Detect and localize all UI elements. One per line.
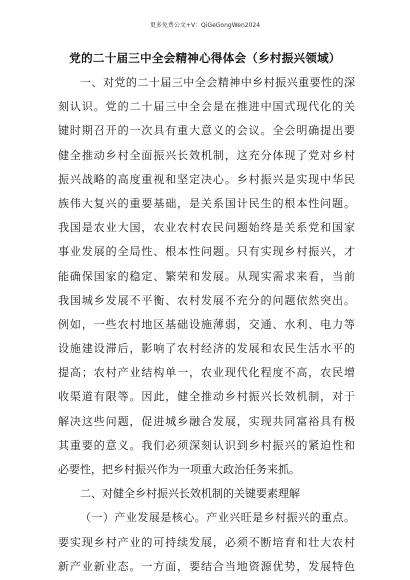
paragraph-line: 我国城乡发展不平衡、农村发展不充分的问题依然突出。 <box>58 293 355 307</box>
document-body <box>58 71 355 579</box>
paragraph-line: 提高；农村产业结构单一，农业现代化程度不高，农民增 <box>58 366 355 380</box>
header-note: 更多免费公文+V：QiGeGongWen2024 <box>149 22 261 29</box>
paragraph-line: 键时期召开的一次具有重大意义的会议。全会明确提出要 <box>58 124 355 138</box>
paragraph-line: 刻认识。党的二十届三中全会是在推进中国式现代化的关 <box>58 100 355 114</box>
page-title: 党的二十届三中全会精神心得体会（乡村振兴领域） <box>69 51 341 65</box>
paragraph-line: 必要性，把乡村振兴作为一项重大政治任务来抓。 <box>58 463 300 476</box>
paragraph-line: 解决这些问题，促进城乡融合发展，实现共同富裕具有极 <box>58 414 355 428</box>
paragraph-line: 其重要的意义。我们必须深刻认识到乡村振兴的紧迫性和 <box>58 438 355 452</box>
paragraph-line: 事业发展的全局性、根本性问题。只有实现乡村振兴，才 <box>58 245 355 259</box>
paragraph-line: 收渠道有限等。因此，健全推动乡村振兴长效机制，对于 <box>58 390 355 404</box>
paragraph-line: 健全推动乡村全面振兴长效机制，这充分体现了党对乡村 <box>58 148 355 162</box>
paragraph-line: 例如，一些农村地区基础设施薄弱，交通、水利、电力等 <box>58 317 355 331</box>
paragraph-line: 要实现乡村产业的可持续发展，必须不断培育和壮大农村 <box>58 535 355 549</box>
paragraph-line: 能确保国家的稳定、繁荣和发展。从现实需求来看，当前 <box>58 269 355 283</box>
paragraph-line: 振兴战略的高度重视和坚定决心。乡村振兴是实现中华民 <box>58 172 355 186</box>
section-heading: 二、对健全乡村振兴长效机制的关键要素理解 <box>80 487 300 501</box>
paragraph-line: 新产业新业态。一方面，要结合当地资源优势，发展特色 <box>58 559 355 573</box>
paragraph-line: 我国是农业大国，农业农村农民问题始终是关系党和国家 <box>58 221 355 235</box>
paragraph-line: 族伟大复兴的重要基础，是关系国计民生的根本性问题。 <box>58 196 355 210</box>
subsection-heading: （一）产业发展是核心。产业兴旺是乡村振兴的重点。 <box>80 511 355 525</box>
paragraph-line: 设施建设滞后，影响了农村经济的发展和农民生活水平的 <box>58 342 355 356</box>
paragraph-line: 一、对党的二十届三中全会精神中乡村振兴重要性的深 <box>80 76 355 89</box>
